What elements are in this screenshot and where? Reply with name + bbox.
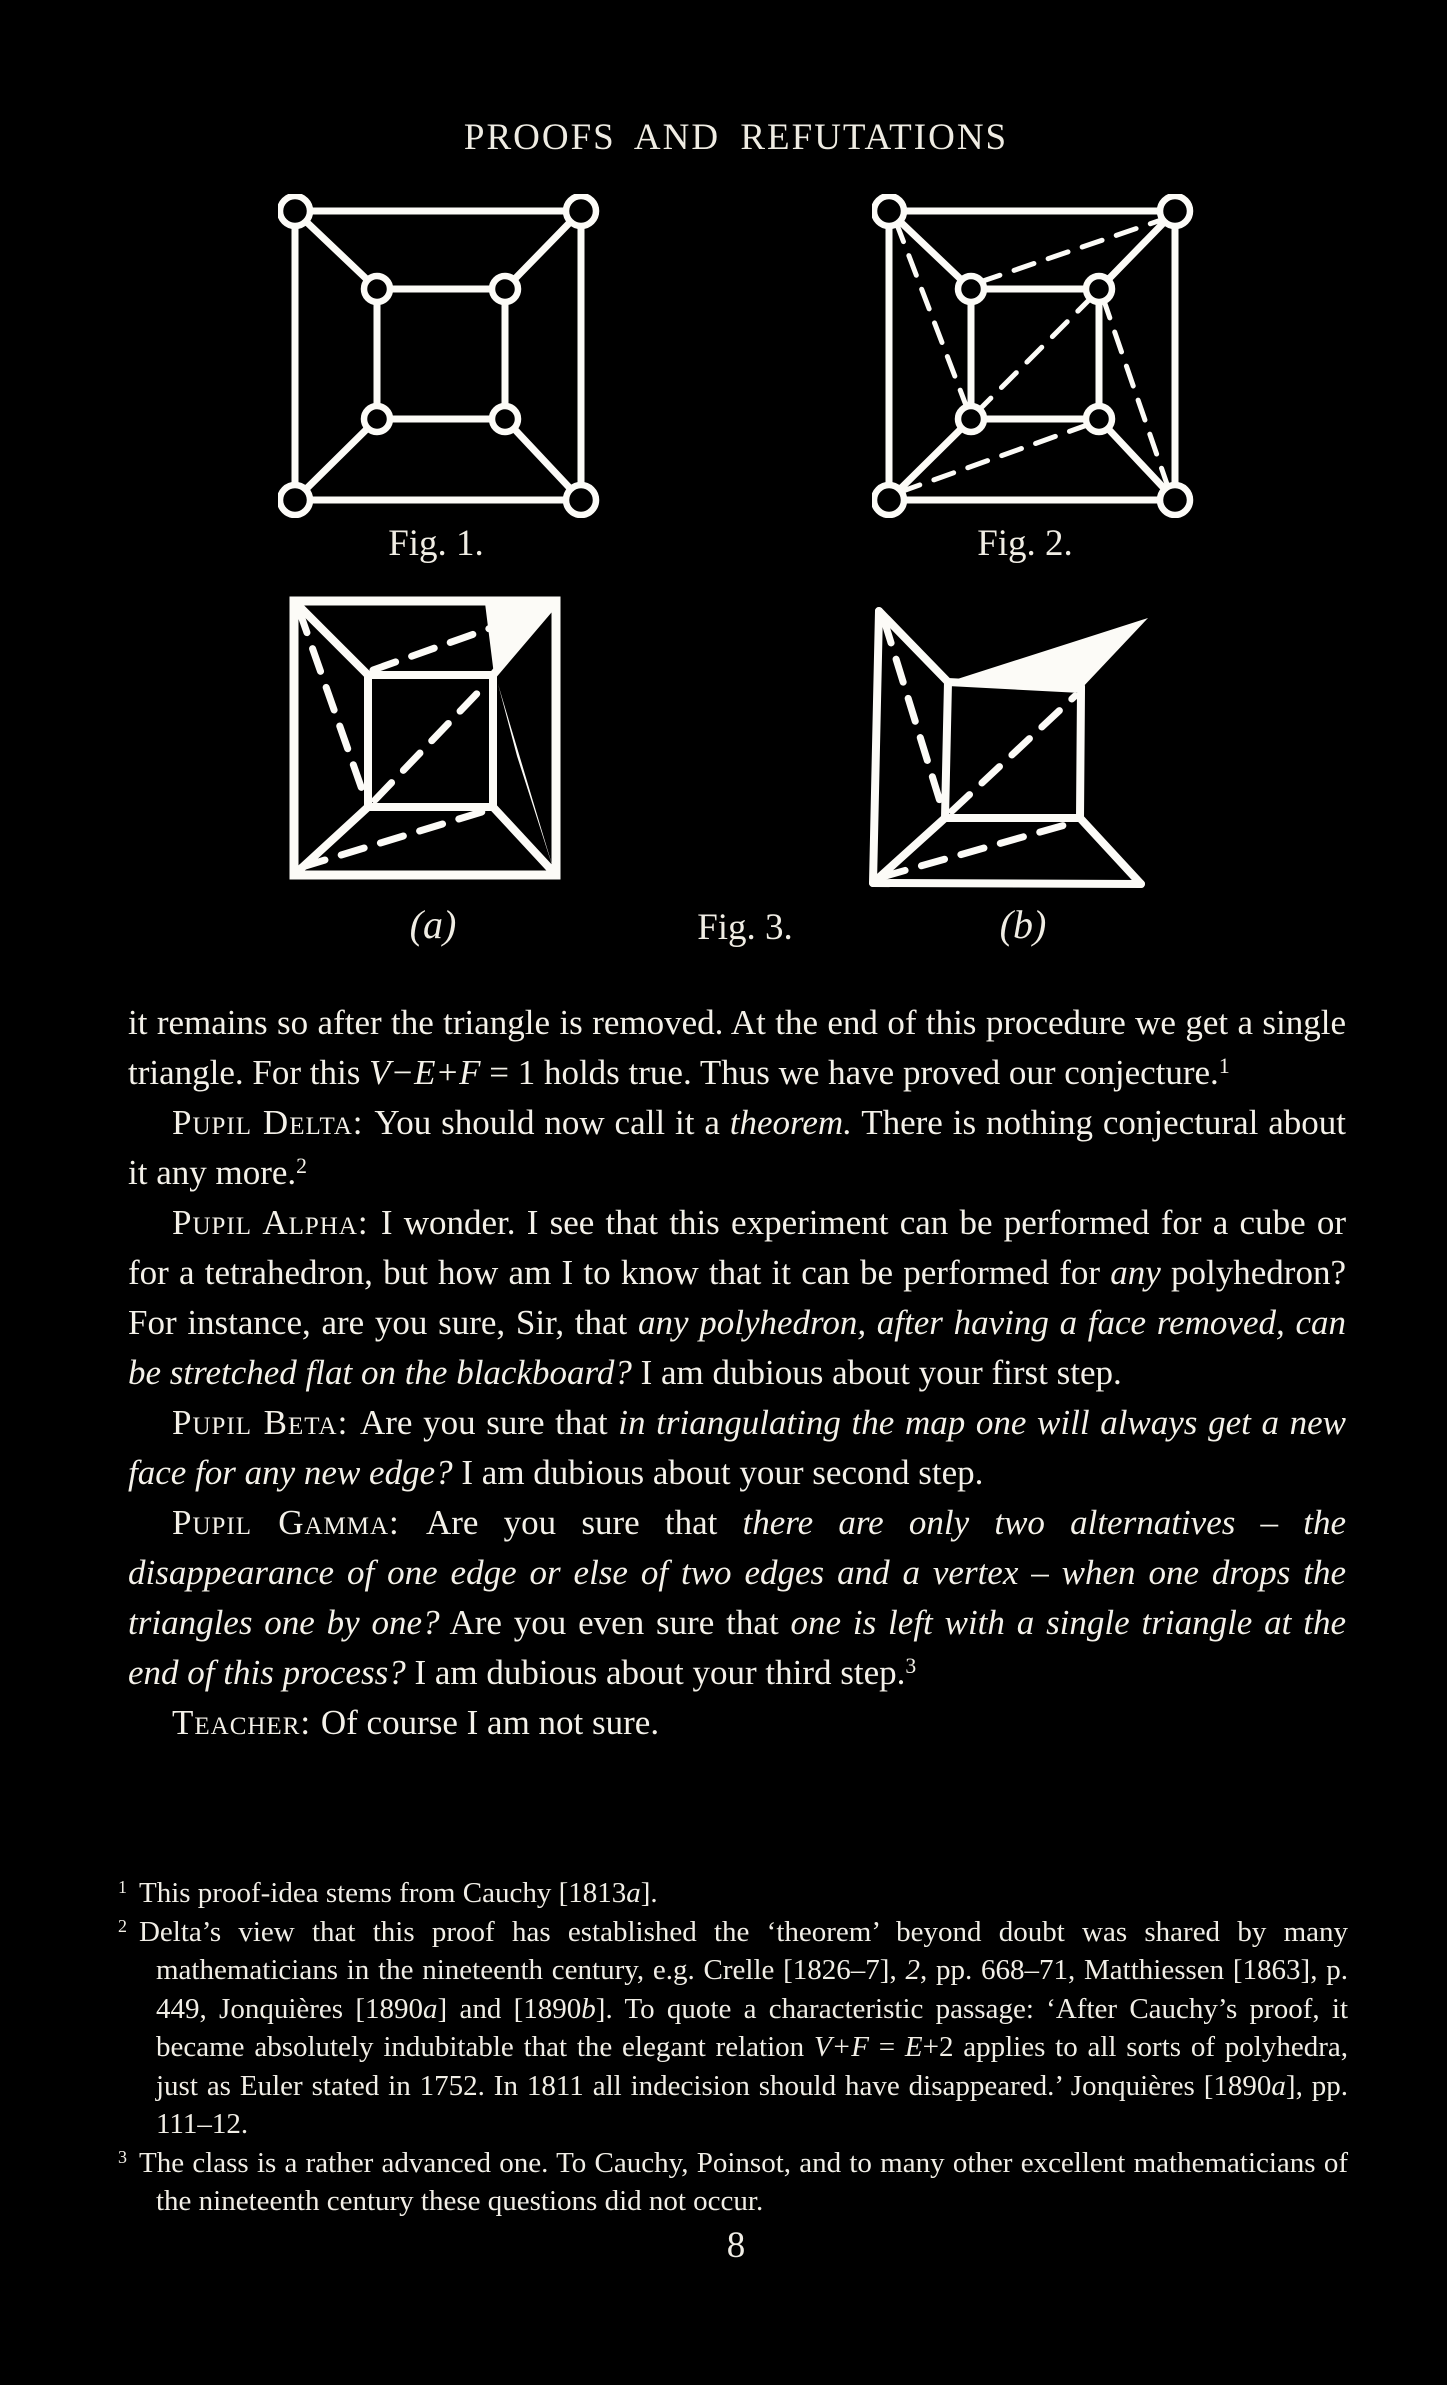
text-segment: there are only two alternatives – the disappearance of one edge or else of two edges and a vertex – when one drops the triangles one by one? bbox=[128, 1503, 1346, 1642]
fig3-label: Fig. 3. bbox=[697, 907, 793, 948]
text-segment: E bbox=[904, 2031, 923, 2063]
footnotes-block bbox=[118, 1874, 1348, 2221]
fig3a-flattened-cube-drawing bbox=[289, 596, 561, 882]
text-segment: it remains so after the triangle is removed. At the end of this procedure we get a single triangle. For this bbox=[128, 1003, 1346, 1092]
text-segment: I am dubious about your first step. bbox=[631, 1353, 1122, 1392]
text-segment: 2 bbox=[296, 1154, 307, 1179]
text-segment: Pupil Gamma: bbox=[172, 1503, 426, 1542]
text-segment: 1 bbox=[1218, 1054, 1230, 1079]
fig3a-connectors bbox=[294, 601, 556, 875]
text-segment: Pupil Delta: bbox=[172, 1103, 375, 1142]
paragraph bbox=[128, 1098, 1346, 1198]
text-segment: Pupil Beta: bbox=[172, 1403, 360, 1442]
text-segment: ]. To quote a characteristic passage: ‘After Cauchy’s proof, it became absolutely indubitable that the elegant relation bbox=[156, 1992, 1349, 2063]
fig2-label: Fig. 2. bbox=[977, 523, 1073, 564]
fig3b-removed-triangle bbox=[948, 618, 1148, 689]
text-segment: Delta’s view that this proof has established the ‘theorem’ beyond doubt was shared by many mathematicians in the nineteenth century, e.g. Crelle [1826–7], bbox=[138, 1915, 1348, 1986]
fig3b-flattened-cube-drawing bbox=[862, 598, 1154, 892]
page-number: 8 bbox=[726, 2225, 746, 2266]
footnote bbox=[118, 1874, 1348, 1913]
text-segment: I am dubious about your second step. bbox=[452, 1453, 984, 1492]
text-segment: ]. bbox=[640, 1877, 658, 1909]
text-segment: ], pp. 111–12. bbox=[156, 2069, 1348, 2140]
text-segment: a bbox=[626, 1877, 641, 1909]
text-segment: theorem. bbox=[729, 1103, 852, 1142]
footnote bbox=[118, 1913, 1348, 2144]
fig2-cube-triangulated-drawing bbox=[872, 194, 1194, 518]
paragraph bbox=[128, 1498, 1346, 1698]
fig1-edges bbox=[295, 211, 581, 500]
text-segment: Of course I am not sure. bbox=[320, 1703, 660, 1742]
dialogue-text bbox=[128, 998, 1346, 1748]
text-segment: I wonder. I see that this experiment can be performed for a cube or for a tetrahedron, but how am I to know that it can be performed for bbox=[128, 1203, 1346, 1292]
text-segment: polyhedron? For instance, are you sure, Sir, that bbox=[128, 1253, 1346, 1342]
text-segment: Teacher: bbox=[172, 1703, 321, 1742]
text-segment: Are you sure that bbox=[359, 1403, 619, 1442]
page-header: PROOFS AND REFUTATIONS bbox=[463, 117, 1009, 158]
fig1-cube-drawing bbox=[278, 194, 600, 518]
text-segment: , pp. 668–71, Matthiessen [1863], p. 449, Jonquières [1890 bbox=[156, 1954, 1348, 2025]
text-segment: There is nothing conjectural about it any more. bbox=[128, 1103, 1346, 1192]
text-segment: = 1 holds true. Thus we have proved our conjecture. bbox=[480, 1053, 1219, 1092]
text-segment: Pupil Alpha: bbox=[172, 1203, 381, 1242]
paragraph bbox=[128, 998, 1346, 1098]
paragraph bbox=[128, 1398, 1346, 1498]
paragraph bbox=[128, 1198, 1346, 1398]
text-segment: +2 applies to all sorts of polyhedra, just as Euler stated in 1752. In 1811 all indecision should have disappeared.’ Jonquières [1890 bbox=[156, 2031, 1348, 2102]
text-segment: in triangulating the map one will always get a new face for any new edge? bbox=[128, 1403, 1346, 1492]
text-segment: This proof-idea stems from Cauchy [1813 bbox=[138, 1877, 627, 1909]
footnote-marker: 1 bbox=[118, 1877, 127, 1898]
paragraph bbox=[128, 1698, 1346, 1748]
text-segment: any bbox=[1110, 1253, 1161, 1292]
text-segment: a bbox=[423, 1992, 438, 2025]
text-segment: Are you even sure that bbox=[439, 1603, 791, 1642]
footnote-marker: 2 bbox=[118, 1915, 127, 1936]
text-segment: any polyhedron, after having a face removed, can be stretched flat on the blackboard? bbox=[128, 1303, 1346, 1392]
fig3b-label: (b) bbox=[999, 902, 1047, 947]
text-segment: one is left with a single triangle at the end of this process? bbox=[128, 1603, 1346, 1692]
text-segment: ] and [1890 bbox=[437, 1992, 582, 2025]
text-segment: 3 bbox=[905, 1654, 917, 1679]
text-segment: V−E+F bbox=[369, 1053, 481, 1092]
text-segment: b bbox=[581, 1992, 596, 2025]
fig3a-label: (a) bbox=[409, 902, 457, 947]
footnote bbox=[118, 2144, 1348, 2221]
text-segment: a bbox=[1271, 2069, 1286, 2102]
text-segment: V+F bbox=[813, 2031, 869, 2063]
text-segment: Are you sure that bbox=[425, 1503, 743, 1542]
text-segment: The class is a rather advanced one. To Cauchy, Poinsot, and to many other excellent mathematicians of the nineteenth century these questions did not occur. bbox=[138, 2146, 1348, 2217]
text-segment: = bbox=[868, 2031, 905, 2063]
text-segment: You should now call it a bbox=[374, 1103, 730, 1142]
footnote-marker: 3 bbox=[118, 2146, 127, 2167]
fig1-label: Fig. 1. bbox=[388, 523, 484, 564]
text-segment: I am dubious about your third step. bbox=[405, 1653, 906, 1692]
text-segment: 2 bbox=[905, 1954, 920, 1986]
